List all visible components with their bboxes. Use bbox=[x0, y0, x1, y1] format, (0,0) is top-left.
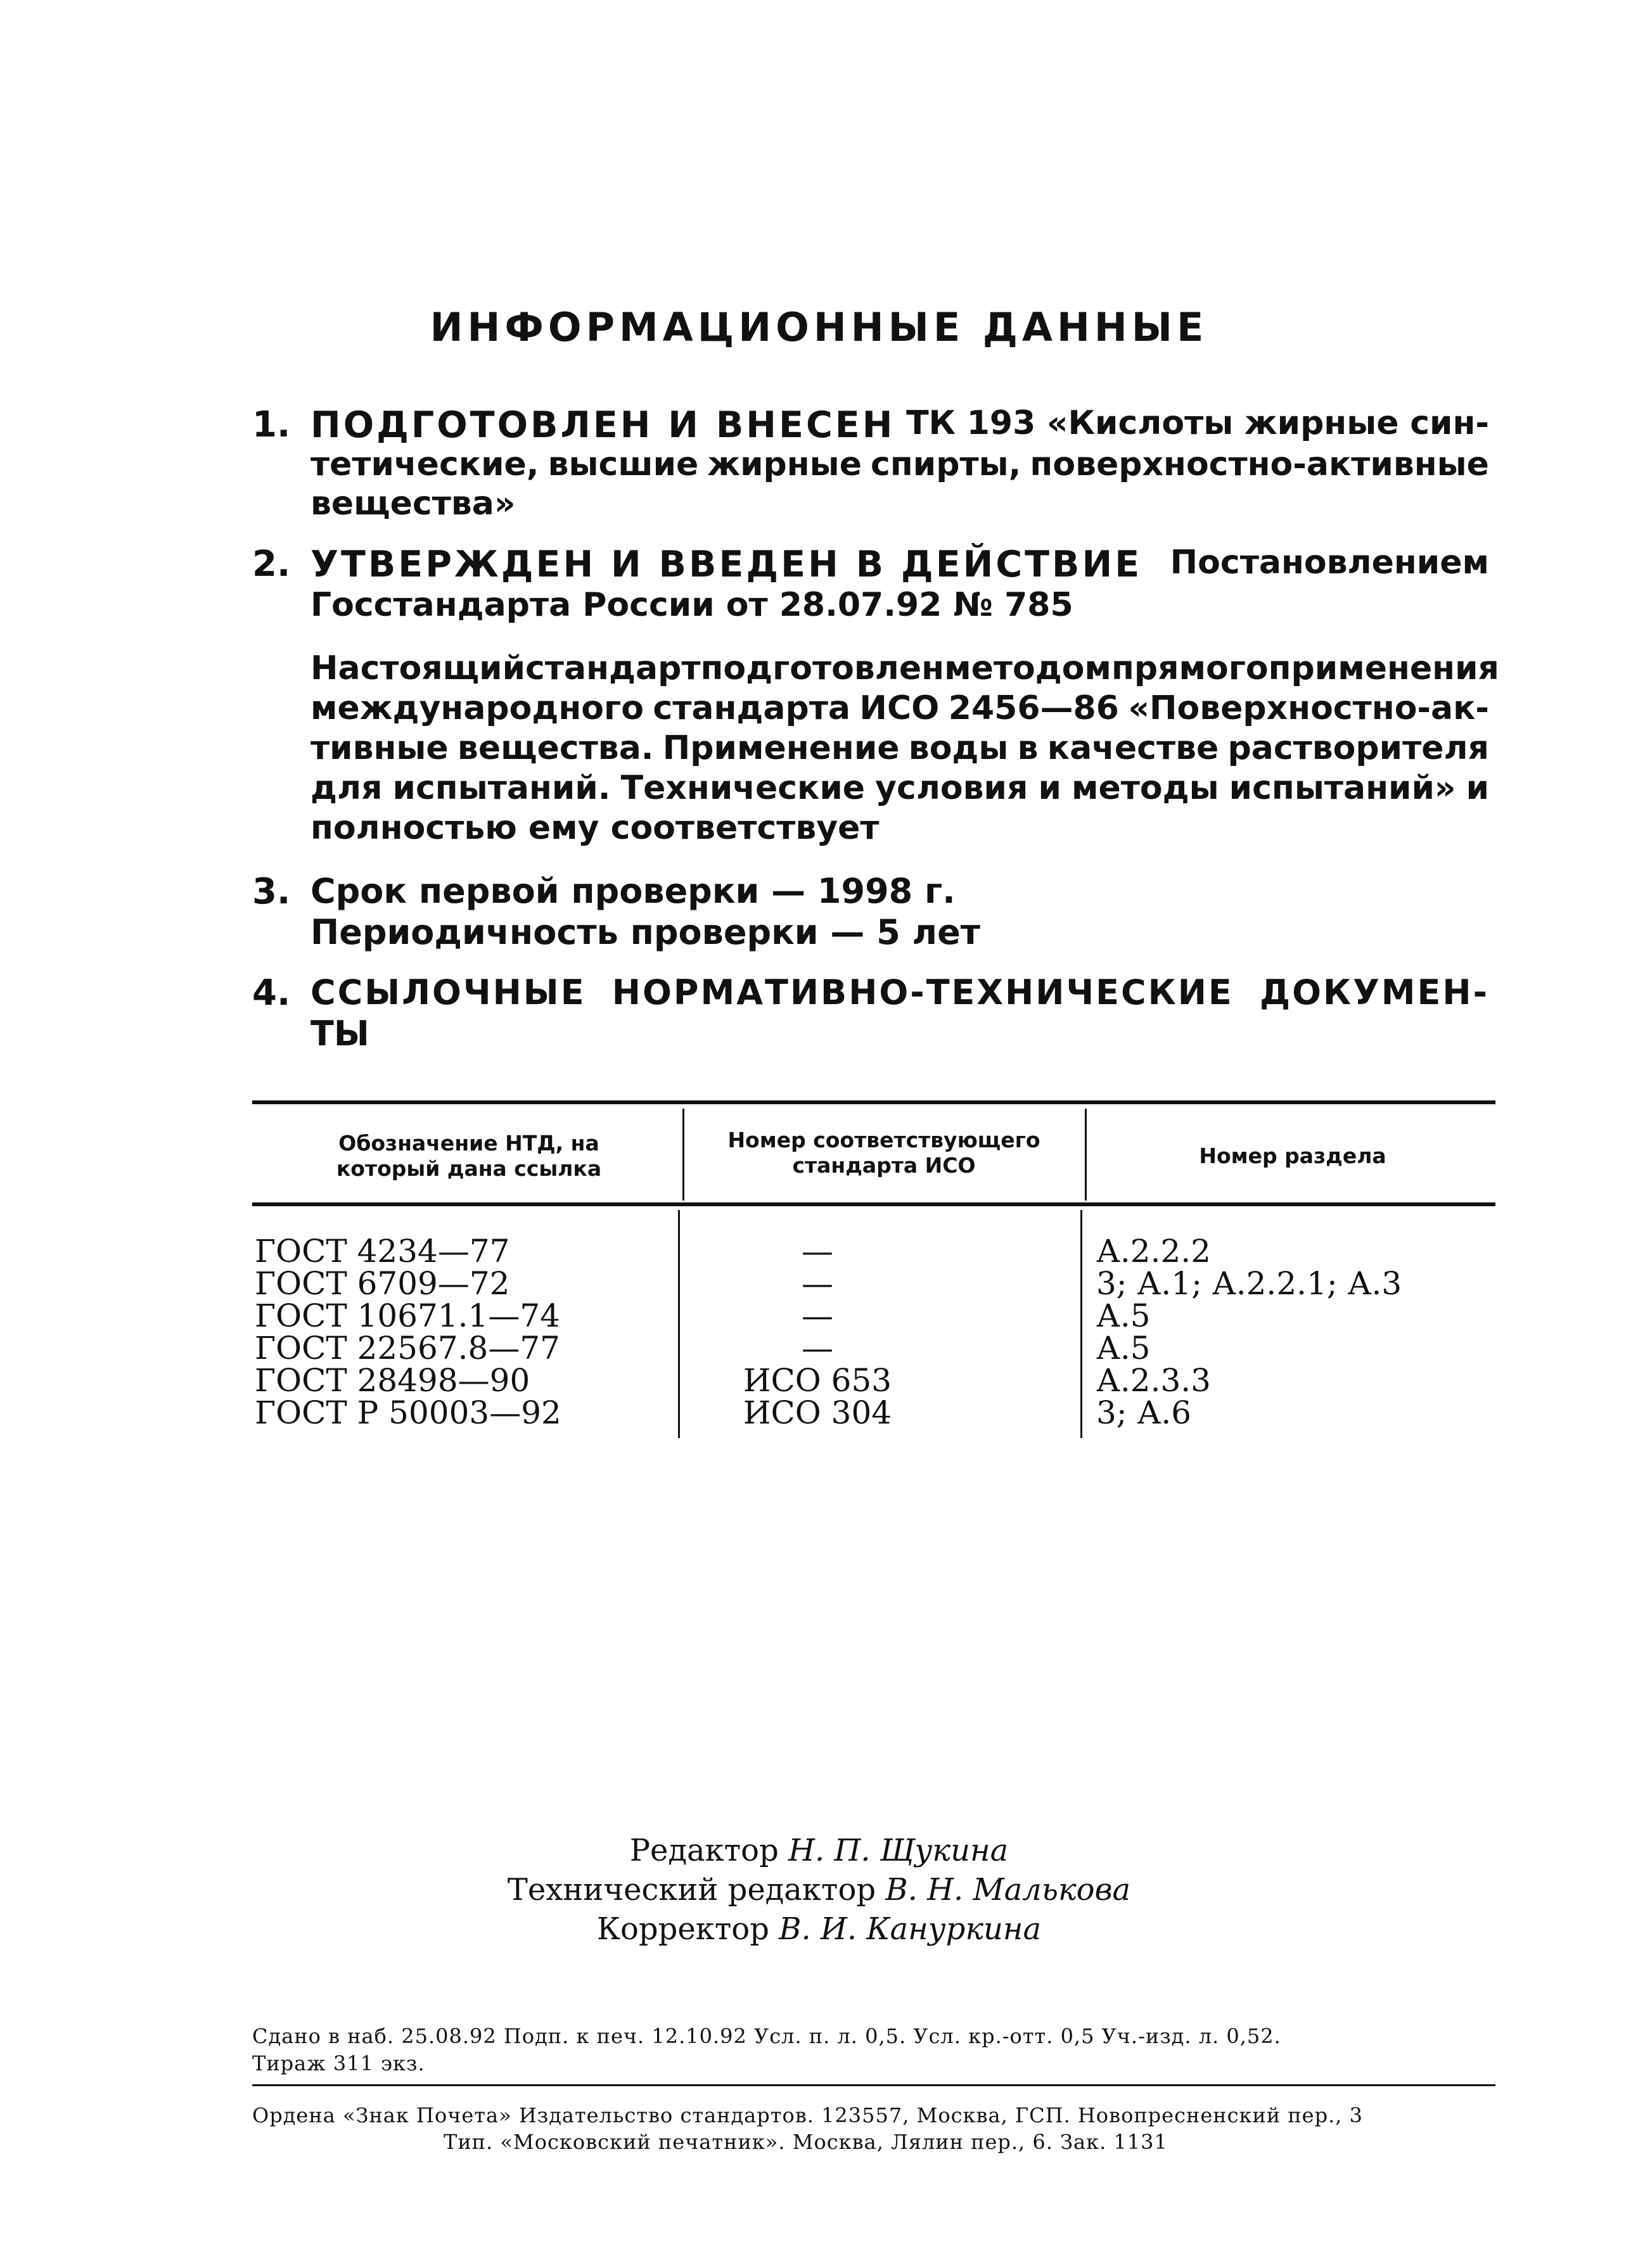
tech-editor-role: Технический редактор bbox=[507, 1872, 876, 1908]
item-4-word: НОРМАТИВНО-ТЕХНИЧЕСКИЕ bbox=[611, 972, 1234, 1012]
item-1-word: «Кислоты bbox=[1046, 404, 1234, 442]
imprint-rule bbox=[252, 2084, 1495, 2086]
editor-name: Н. П. Щукина bbox=[788, 1833, 1009, 1868]
item-1-line-1 bbox=[310, 404, 1489, 446]
imprint-line-2: Тираж 311 экз. bbox=[252, 2051, 425, 2075]
item-2-line-1 bbox=[310, 544, 1489, 585]
item-4-number: 4. bbox=[252, 972, 291, 1014]
item-3-line-1 bbox=[310, 871, 1489, 911]
para-word: стандарта bbox=[653, 689, 850, 727]
item-2-number: 2. bbox=[252, 544, 291, 585]
item-2-para-line-3 bbox=[310, 729, 1489, 767]
item-1-word: спирты, bbox=[871, 445, 1021, 483]
item-4-text: ТЫ bbox=[310, 1014, 369, 1054]
table-header-rule bbox=[252, 1202, 1495, 1206]
para-word: методы bbox=[1071, 769, 1219, 807]
para-word: качестве bbox=[1047, 729, 1219, 767]
item-1-word: син- bbox=[1410, 404, 1489, 442]
para-word: для bbox=[310, 769, 383, 807]
item-3-line-2 bbox=[310, 912, 1489, 952]
item-1-line-2 bbox=[310, 445, 1489, 483]
item-4-word: ДОКУМЕН- bbox=[1259, 972, 1489, 1012]
table-body-divider bbox=[678, 1210, 680, 1438]
item-1-word: тетические, bbox=[310, 445, 539, 483]
item-1-line-3 bbox=[310, 485, 1489, 523]
table-body-divider bbox=[1080, 1210, 1082, 1438]
corrector-role: Корректор bbox=[596, 1911, 769, 1947]
item-3-text: Срок первой проверки — 1998 г. bbox=[310, 871, 956, 911]
item-2-para-line-2 bbox=[310, 689, 1489, 727]
corrector-name: В. И. Кануркина bbox=[779, 1911, 1042, 1947]
item-1-heading: ПОДГОТОВЛЕН И ВНЕСЕН bbox=[310, 404, 895, 446]
para-word: применения bbox=[1268, 649, 1499, 687]
item-3-text: Периодичность проверки — 5 лет bbox=[310, 912, 981, 952]
para-word: условия bbox=[875, 769, 1028, 807]
para-word: воды bbox=[908, 729, 1009, 767]
para-word: методом bbox=[944, 649, 1111, 687]
credit-corrector bbox=[0, 1909, 1638, 1949]
table-top-rule bbox=[252, 1100, 1495, 1104]
item-1-number: 1. bbox=[252, 404, 291, 445]
table-header-divider bbox=[682, 1109, 684, 1201]
item-1-word: 193 bbox=[966, 404, 1036, 442]
item-2-para-line-1 bbox=[310, 649, 1499, 687]
item-1-text: вещества» bbox=[310, 485, 516, 523]
item-4-word: ССЫЛОЧНЫЕ bbox=[310, 972, 586, 1012]
item-1-word: жирные bbox=[707, 445, 862, 483]
para-word: в bbox=[1017, 729, 1039, 767]
editor-role: Редактор bbox=[629, 1833, 779, 1868]
para-word: 2456—86 bbox=[948, 689, 1119, 727]
para-word: Технические bbox=[620, 769, 866, 807]
para-word: испытаний. bbox=[392, 769, 611, 807]
table-header-section: Номер раздела bbox=[1199, 1144, 1386, 1168]
item-1-word: жирные bbox=[1244, 404, 1399, 442]
para-word: подготовлен bbox=[700, 649, 945, 687]
imprint-line-1: Сдано в наб. 25.08.92 Подп. к печ. 12.10.92 Усл. п. л. 0,5. Усл. кр.-отт. 0,5 Уч.-изд. л. 0,52. bbox=[252, 2024, 1281, 2048]
item-2-heading: УТВЕРЖДЕН И ВВЕДЕН В ДЕЙСТВИЕ bbox=[310, 544, 1142, 585]
para-word: Применение bbox=[662, 729, 900, 767]
para-word: и bbox=[1038, 769, 1061, 807]
para-word: испытаний» bbox=[1229, 769, 1456, 807]
para-word: растворителя bbox=[1227, 729, 1489, 767]
para-word: «Поверхностно-ак- bbox=[1128, 689, 1489, 727]
para-text: полностью ему соответствует bbox=[310, 809, 880, 847]
para-word: ИСО bbox=[859, 689, 940, 727]
item-2-para-line-5 bbox=[310, 809, 1489, 847]
para-word: Настоящий bbox=[310, 649, 526, 687]
table-header-divider bbox=[1085, 1109, 1087, 1201]
item-2-para-line-4 bbox=[310, 769, 1489, 807]
table-header-iso: Номер соответствующего стандарта ИСО bbox=[727, 1128, 1040, 1178]
para-word: стандарт bbox=[525, 649, 701, 687]
table-col-section: А.2.2.2 3; А.1; А.2.2.1; А.3 А.5 А.5 А.2.3.3 3; А.6 bbox=[1096, 1233, 1402, 1431]
credit-editor bbox=[0, 1831, 1638, 1870]
imprint-line-4: Тип. «Московский печатник». Москва, Лялин пер., 6. Зак. 1131 bbox=[444, 2130, 1168, 2154]
para-word: прямого bbox=[1111, 649, 1269, 687]
page-title: ИНФОРМАЦИОННЫЕ ДАННЫЕ bbox=[430, 304, 1208, 350]
item-2-text: Госстандарта России от 28.07.92 № 785 bbox=[310, 586, 1073, 624]
tech-editor-name: В. Н. Малькова bbox=[885, 1872, 1131, 1908]
item-4-line-2 bbox=[310, 1014, 1489, 1054]
para-word: вещества. bbox=[457, 729, 654, 767]
para-word: международного bbox=[310, 689, 644, 727]
table-header-ntd: Обозначение НТД, на который дана ссылка bbox=[336, 1131, 602, 1181]
item-1-word: поверхностно-активные bbox=[1030, 445, 1489, 483]
item-2-line-2 bbox=[310, 586, 1489, 624]
table-col-iso: — — — — ИСО 653 ИСО 304 bbox=[743, 1233, 892, 1431]
para-word: и bbox=[1466, 769, 1489, 807]
item-3-number: 3. bbox=[252, 871, 291, 912]
table-col-ntd: ГОСТ 4234—77 ГОСТ 6709—72 ГОСТ 10671.1—74 ГОСТ 22567.8—77 ГОСТ 28498—90 ГОСТ Р 50003—92 bbox=[255, 1233, 561, 1431]
imprint-line-3: Ордена «Знак Почета» Издательство стандартов. 123557, Москва, ГСП. Новопресненский пер., 3 bbox=[252, 2103, 1363, 2127]
item-4-line-1 bbox=[310, 972, 1489, 1012]
credits bbox=[0, 1831, 1638, 1949]
para-word: тивные bbox=[310, 729, 449, 767]
item-2-head-tail: Постановлением bbox=[1170, 544, 1489, 582]
credit-tech-editor bbox=[0, 1870, 1638, 1909]
item-1-word: ТК bbox=[906, 404, 956, 442]
item-1-word: высшие bbox=[547, 445, 699, 483]
